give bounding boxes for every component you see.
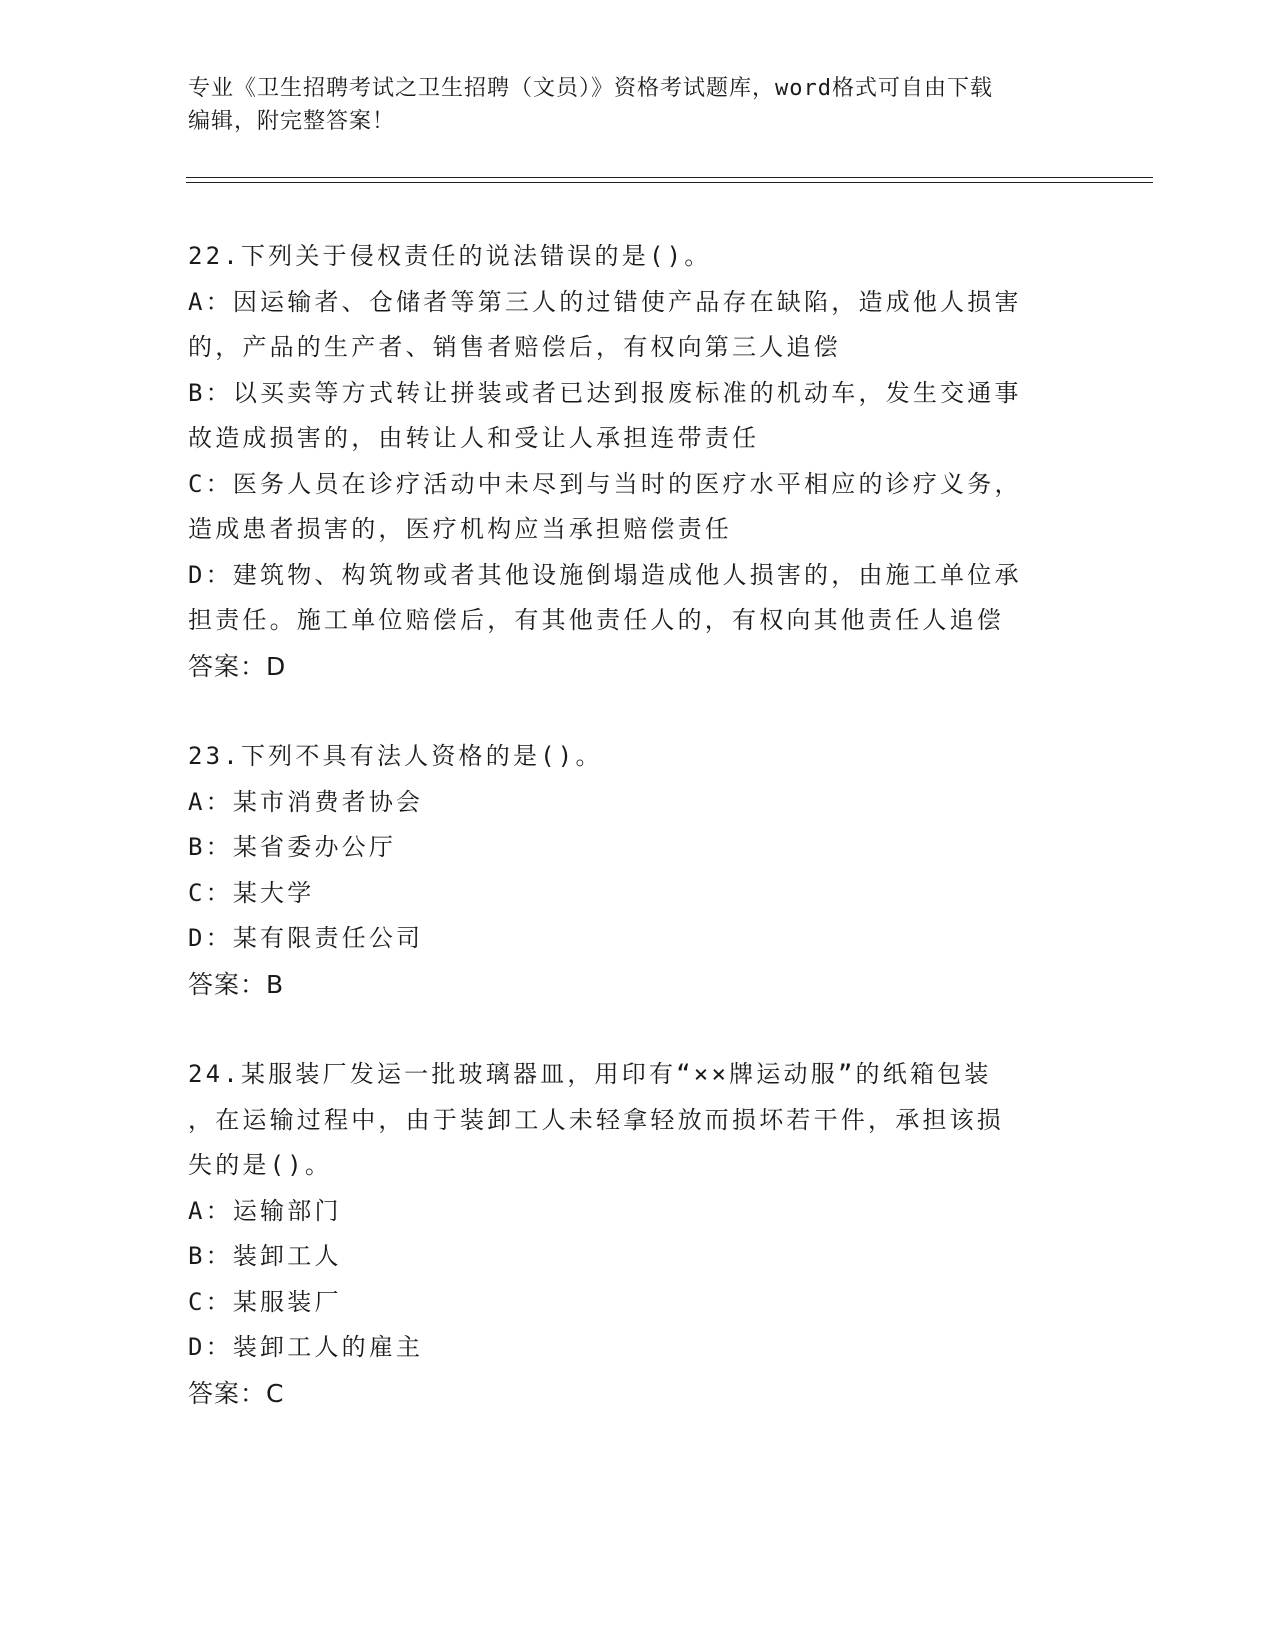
question-24 [188, 1052, 1078, 1416]
question-stem: 23.下列不具有法人资格的是()。 [188, 742, 603, 770]
option-c: C：医务人员在诊疗活动中未尽到与当时的医疗水平相应的诊疗义务， [188, 469, 1022, 498]
option-b: B：某省委办公厅 [188, 833, 397, 861]
option-a: A：某市消费者协会 [188, 787, 424, 816]
question-stem: 22.下列关于侵权责任的说法错误的是()。 [188, 242, 712, 270]
question-list [188, 234, 1078, 1461]
answer: 答案：D [188, 651, 287, 681]
header-divider [186, 177, 1153, 178]
question-stem-cont: 失的是()。 [188, 1151, 333, 1179]
option-a: A：因运输者、仓储者等第三人的过错使产品存在缺陷，造成他人损害 [188, 287, 1022, 316]
option-a-cont: 的，产品的生产者、销售者赔偿后，有权向第三人追偿 [188, 333, 841, 361]
question-22 [188, 234, 1078, 689]
option-b: B：装卸工人 [188, 1242, 342, 1270]
option-b: B：以买卖等方式转让拼装或者已达到报废标准的机动车，发生交通事 [188, 378, 1022, 407]
option-c: C：某服装厂 [188, 1287, 342, 1316]
option-d: D：装卸工人的雇主 [188, 1333, 424, 1361]
option-b-cont: 故造成损害的，由转让人和受让人承担连带责任 [188, 424, 760, 452]
header-line: 编辑，附完整答案！ [188, 109, 396, 134]
question-stem-cont: ，在运输过程中，由于装卸工人未轻拿轻放而损坏若干件，承担该损 [188, 1105, 1004, 1134]
question-23 [188, 734, 1078, 1007]
document-header [188, 72, 1068, 138]
header-line: 专业《卫生招聘考试之卫生招聘（文员）》资格考试题库，word格式可自由下载 [188, 76, 993, 101]
option-d: D：某有限责任公司 [188, 924, 424, 952]
option-d: D：建筑物、构筑物或者其他设施倒塌造成他人损害的，由施工单位承 [188, 560, 1022, 589]
option-d-cont: 担责任。施工单位赔偿后，有其他责任人的，有权向其他责任人追偿 [188, 606, 1004, 634]
answer: 答案：C [188, 1378, 285, 1408]
option-c-cont: 造成患者损害的，医疗机构应当承担赔偿责任 [188, 515, 732, 543]
option-a: A：运输部门 [188, 1196, 342, 1225]
option-c: C：某大学 [188, 878, 315, 907]
question-stem: 24.某服装厂发运一批玻璃器皿，用印有“××牌运动服”的纸箱包装 [188, 1060, 992, 1088]
header-divider [186, 182, 1153, 183]
answer: 答案：B [188, 969, 285, 999]
